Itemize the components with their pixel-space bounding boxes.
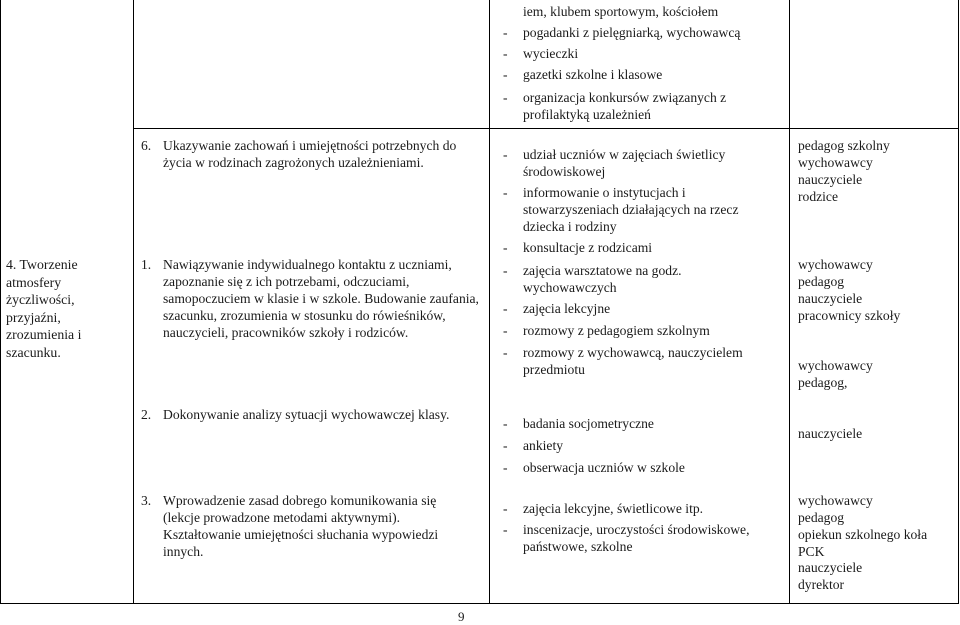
list-dash: -: [503, 90, 508, 105]
list-dash: -: [503, 67, 508, 82]
page-number: 9: [458, 609, 465, 624]
task-description: Wprowadzenie zasad dobrego komunikowania się (lekcje prowadzone metodami aktywnymi). Kształtowanie umiejętności słuchania wypowiedzi innych.: [163, 493, 439, 559]
responsible-item: opiekun szkolnego koła: [798, 527, 928, 542]
column-divider-2: [489, 0, 490, 604]
list-dash: -: [503, 438, 508, 453]
responsible-item: nauczyciele: [798, 426, 863, 441]
responsible-item: nauczyciele: [798, 172, 863, 187]
list-dash: -: [503, 416, 508, 431]
section-title: 4. Tworzenie atmosfery życzliwości, przyjaźni, zrozumienia i szacunku.: [6, 257, 82, 360]
form-item: zajęcia warsztatowe na godz. wychowawczych: [523, 263, 682, 295]
column-divider-3: [789, 0, 790, 604]
responsible-item: wychowawcy: [798, 493, 873, 508]
task-description: Nawiązywanie indywidualnego kontaktu z uczniami, zapoznanie się z ich potrzebami, odczuciami, samopoczuciem w klasie i w szkole. Budowanie zaufania, szacunku, zrozumienia w stosunku do rówieśników, nauczycieli, pracowników szkoły i rodziców.: [163, 257, 479, 340]
responsible-item: wychowawcy: [798, 358, 873, 373]
top-list-item-0: iem, klubem sportowym, kościołem: [523, 4, 719, 19]
task-description: Dokonywanie analizy sytuacji wychowawczej klasy.: [163, 407, 450, 422]
form-item: obserwacja uczniów w szkole: [523, 460, 685, 475]
form-item: konsultacje z rodzicami: [523, 240, 653, 255]
top-list-item-1: pogadanki z pielęgniarką, wychowawcą: [523, 25, 741, 40]
task-number: 1.: [141, 257, 152, 272]
responsible-item: rodzice: [798, 189, 838, 204]
responsible-item: pracownicy szkoły: [798, 308, 901, 323]
list-dash: -: [503, 323, 508, 338]
row-divider-top: [133, 128, 958, 129]
responsible-item: pedagog,: [798, 375, 848, 390]
responsible-item: pedagog szkolny: [798, 138, 890, 153]
task-number: 2.: [141, 407, 152, 422]
list-dash: -: [503, 301, 508, 316]
responsible-item: dyrektor: [798, 577, 845, 592]
form-item: udział uczniów w zajęciach świetlicy środowiskowej: [523, 147, 726, 179]
form-item: zajęcia lekcyjne: [523, 301, 611, 316]
table-border-right: [958, 0, 959, 604]
form-item: ankiety: [523, 438, 564, 453]
list-dash: -: [503, 345, 508, 360]
list-dash: -: [503, 263, 508, 278]
list-dash: -: [503, 185, 508, 200]
responsible-item: nauczyciele: [798, 560, 863, 575]
list-dash: -: [503, 25, 508, 40]
task-description: Ukazywanie zachowań i umiejętności potrzebnych do życia w rodzinach zagrożonych uzależnieniami.: [163, 138, 457, 170]
responsible-item: pedagog: [798, 510, 845, 525]
responsible-item: PCK: [798, 544, 825, 559]
list-dash: -: [503, 460, 508, 475]
top-list-item-4: organizacja konkursów związanych z profilaktyką uzależnień: [523, 90, 727, 122]
form-item: inscenizacje, uroczystości środowiskowe, państwowe, szkolne: [523, 522, 750, 554]
list-dash: -: [503, 147, 508, 162]
form-item: informowanie o instytucjach i stowarzyszeniach działających na rzecz dziecka i rodziny: [523, 185, 739, 234]
list-dash: -: [503, 240, 508, 255]
responsible-item: wychowawcy: [798, 257, 873, 272]
responsible-item: wychowawcy: [798, 155, 873, 170]
list-dash: -: [503, 46, 508, 61]
top-list-item-2: wycieczki: [523, 46, 579, 61]
table-border-bottom: [0, 603, 959, 604]
task-number: 6.: [141, 138, 152, 153]
form-item: rozmowy z pedagogiem szkolnym: [523, 323, 710, 338]
task-number: 3.: [141, 493, 152, 508]
list-dash: -: [503, 522, 508, 537]
responsible-item: nauczyciele: [798, 291, 863, 306]
form-item: rozmowy z wychowawcą, nauczycielem przedmiotu: [523, 345, 743, 377]
list-dash: -: [503, 501, 508, 516]
top-list-item-3: gazetki szkolne i klasowe: [523, 67, 663, 82]
form-item: badania socjometryczne: [523, 416, 654, 431]
table-border-left: [0, 0, 1, 604]
form-item: zajęcia lekcyjne, świetlicowe itp.: [523, 501, 704, 516]
responsible-item: pedagog: [798, 274, 845, 289]
column-divider-1: [133, 0, 134, 604]
